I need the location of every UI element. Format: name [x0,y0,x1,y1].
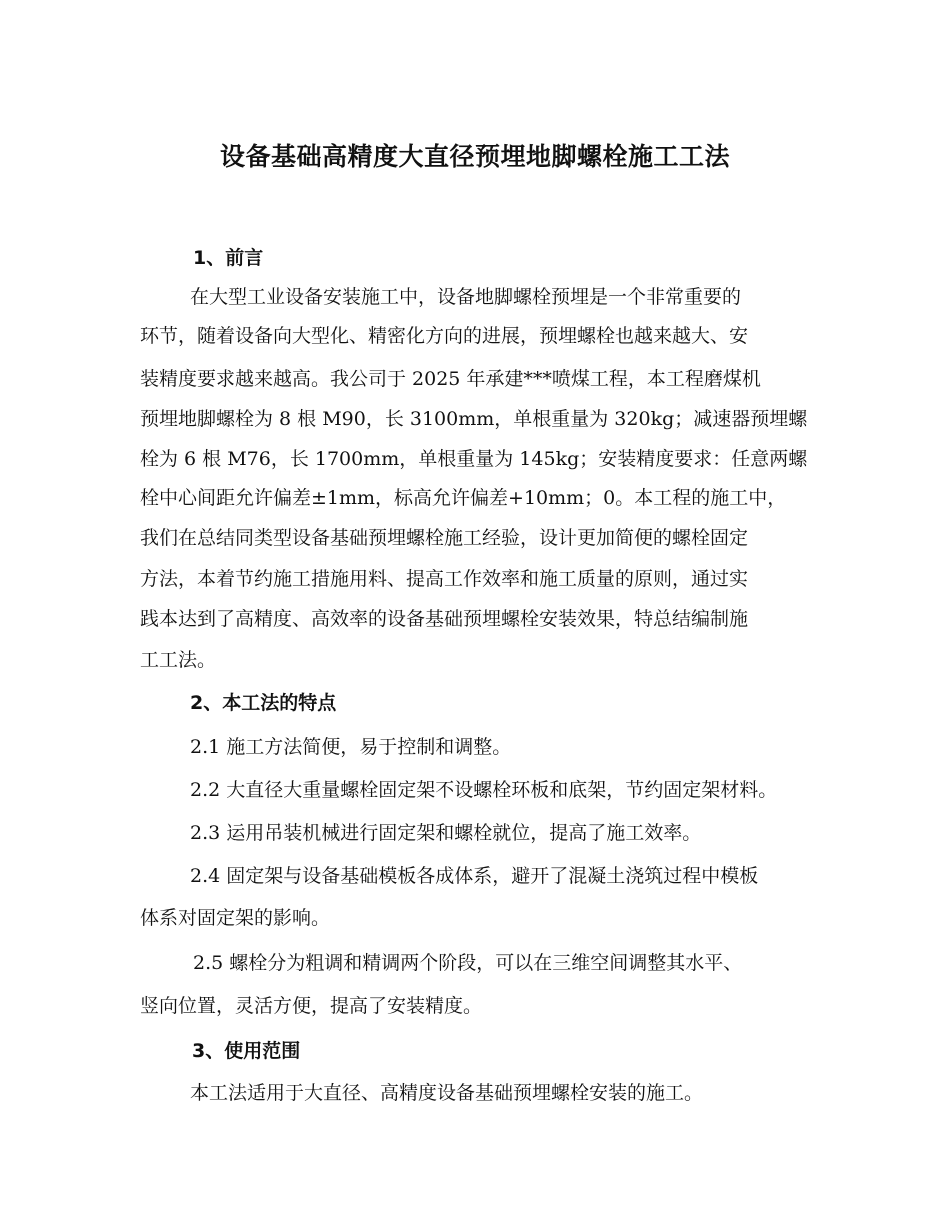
feature-item: 2.4 固定架与设备基础模板各成体系，避开了混凝土浇筑过程中模板 [190,865,759,887]
paragraph-line: 践本达到了高精度、高效率的设备基础预埋螺栓安装效果，特总结编制施 [140,608,749,630]
paragraph-line: 本工法适用于大直径、高精度设备基础预埋螺栓安装的施工。 [190,1082,704,1104]
paragraph-line: 方法，本着节约施工措施用料、提高工作效率和施工质量的原则，通过实 [140,568,749,590]
feature-item-continued: 竖向位置，灵活方便，提高了安装精度。 [140,995,483,1017]
document-title: 设备基础高精度大直径预埋地脚螺栓施工工法 [219,142,730,171]
feature-item: 2.5 螺栓分为粗调和精调两个阶段，可以在三维空间调整其水平、 [193,952,743,974]
feature-item: 2.1 施工方法简便，易于控制和调整。 [190,736,512,758]
paragraph-line: 栓中心间距允许偏差±1mm，标高允许偏差+10mm；0。本工程的施工中， [140,487,787,509]
paragraph-line: 预埋地脚螺栓为 8 根 M90，长 3100mm，单根重量为 320kg；减速器预埋螺 [140,408,808,430]
feature-item: 2.3 运用吊装机械进行固定架和螺栓就位，提高了施工效率。 [190,822,702,844]
paragraph-line: 我们在总结同类型设备基础预埋螺栓施工经验，设计更加简便的螺栓固定 [140,527,749,549]
paragraph-line: 栓为 6 根 M76，长 1700mm，单根重量为 145kg；安装精度要求：任意两螺 [140,448,808,470]
paragraph-line: 工工法。 [140,649,217,671]
paragraph-line: 装精度要求越来越高。我公司于 2025 年承建***喷煤工程，本工程磨煤机 [140,368,761,390]
section-heading-scope: 3、使用范围 [192,1040,301,1062]
section-heading-features: 2、本工法的特点 [190,692,337,714]
section-heading-foreword: 1、前言 [193,247,264,269]
paragraph-line: 在大型工业设备安装施工中，设备地脚螺栓预埋是一个非常重要的 [190,286,742,308]
feature-item-continued: 体系对固定架的影响。 [140,907,331,929]
paragraph-line: 环节，随着设备向大型化、精密化方向的进展，预埋螺栓也越来越大、安 [140,325,749,347]
feature-item: 2.2 大直径大重量螺栓固定架不设螺栓环板和底架，节约固定架材料。 [190,779,778,801]
